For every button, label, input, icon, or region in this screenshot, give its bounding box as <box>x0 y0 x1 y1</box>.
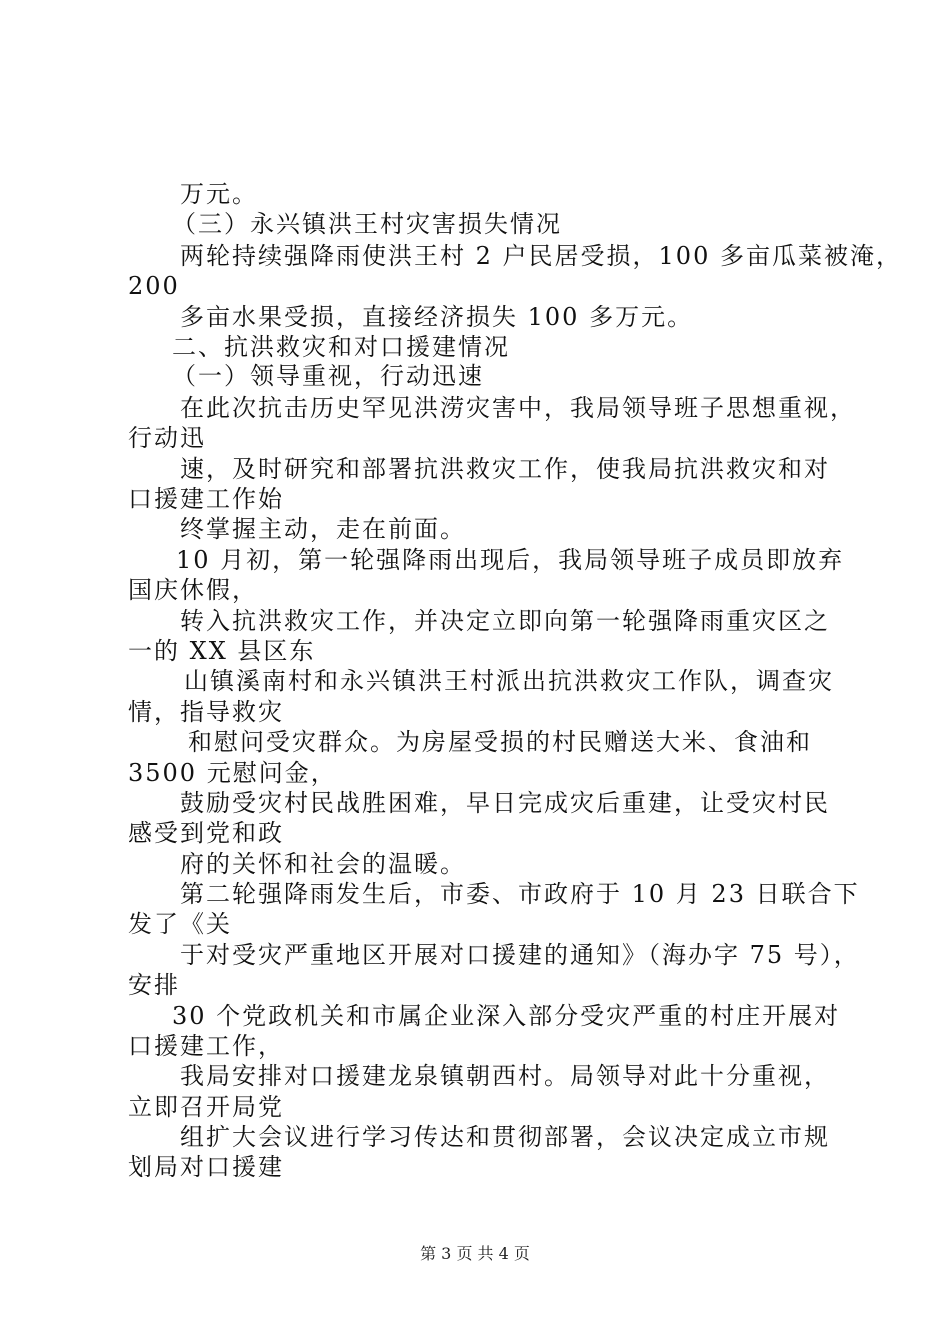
text-line: 第二轮强降雨发生后，市委、市政府于 10 月 23 日联合下 <box>180 880 860 908</box>
text-line: 于对受灾严重地区开展对口援建的通知》（海办字 75 号）， <box>180 941 860 969</box>
subsection-heading: （一）领导重视，行动迅速 <box>172 362 484 390</box>
text-line: 我局安排对口援建龙泉镇朝西村。局领导对此十分重视， <box>180 1062 830 1090</box>
text-line: 口援建工作始 <box>128 485 284 513</box>
text-line: 30 个党政机关和市属企业深入部分受灾严重的村庄开展对 <box>172 1002 841 1030</box>
text-line: 府的关怀和社会的温暖。 <box>180 850 466 878</box>
text-line: 速，及时研究和部署抗洪救灾工作，使我局抗洪救灾和对 <box>180 455 830 483</box>
text-line: 万元。 <box>180 180 258 208</box>
text-line: 感受到党和政 <box>128 819 284 847</box>
text-line: 立即召开局党 <box>128 1093 284 1121</box>
text-line: 安排 <box>128 971 180 999</box>
text-line: 划局对口援建 <box>128 1153 284 1181</box>
text-line: 在此次抗击历史罕见洪涝灾害中，我局领导班子思想重视， <box>180 394 856 422</box>
text-line: 多亩水果受损，直接经济损失 100 多万元。 <box>180 303 694 331</box>
text-line: 情，指导救灾 <box>128 698 284 726</box>
text-line: 国庆休假， <box>128 576 258 604</box>
text-line: 鼓励受灾村民战胜困难，早日完成灾后重建，让受灾村民 <box>180 789 830 817</box>
text-line: 组扩大会议进行学习传达和贯彻部署，会议决定成立市规 <box>180 1123 830 1151</box>
text-line: 转入抗洪救灾工作，并决定立即向第一轮强降雨重灾区之 <box>180 607 830 635</box>
text-line: 行动迅 <box>128 424 206 452</box>
text-line: 3500 元慰问金， <box>128 759 337 787</box>
text-line: 山镇溪南村和永兴镇洪王村派出抗洪救灾工作队，调查灾 <box>184 667 834 695</box>
text-line: 终掌握主动，走在前面。 <box>180 515 466 543</box>
text-line: 口援建工作， <box>128 1032 284 1060</box>
text-line: 和慰问受灾群众。为房屋受损的村民赠送大米、食油和 <box>188 728 812 756</box>
page-footer: 第 3 页 共 4 页 <box>420 1244 530 1263</box>
text-line: 一的 XX 县区东 <box>128 637 316 665</box>
text-line: 发了《关 <box>128 910 232 938</box>
section-heading: （三）永兴镇洪王村灾害损失情况 <box>172 210 562 238</box>
text-line: 200 <box>128 272 180 300</box>
text-line: 10 月初，第一轮强降雨出现后，我局领导班子成员即放弃 <box>176 546 845 574</box>
section-heading: 二、抗洪救灾和对口援建情况 <box>172 333 510 361</box>
text-line: 两轮持续强降雨使洪王村 2 户民居受损，100 多亩瓜菜被淹， <box>180 242 902 270</box>
